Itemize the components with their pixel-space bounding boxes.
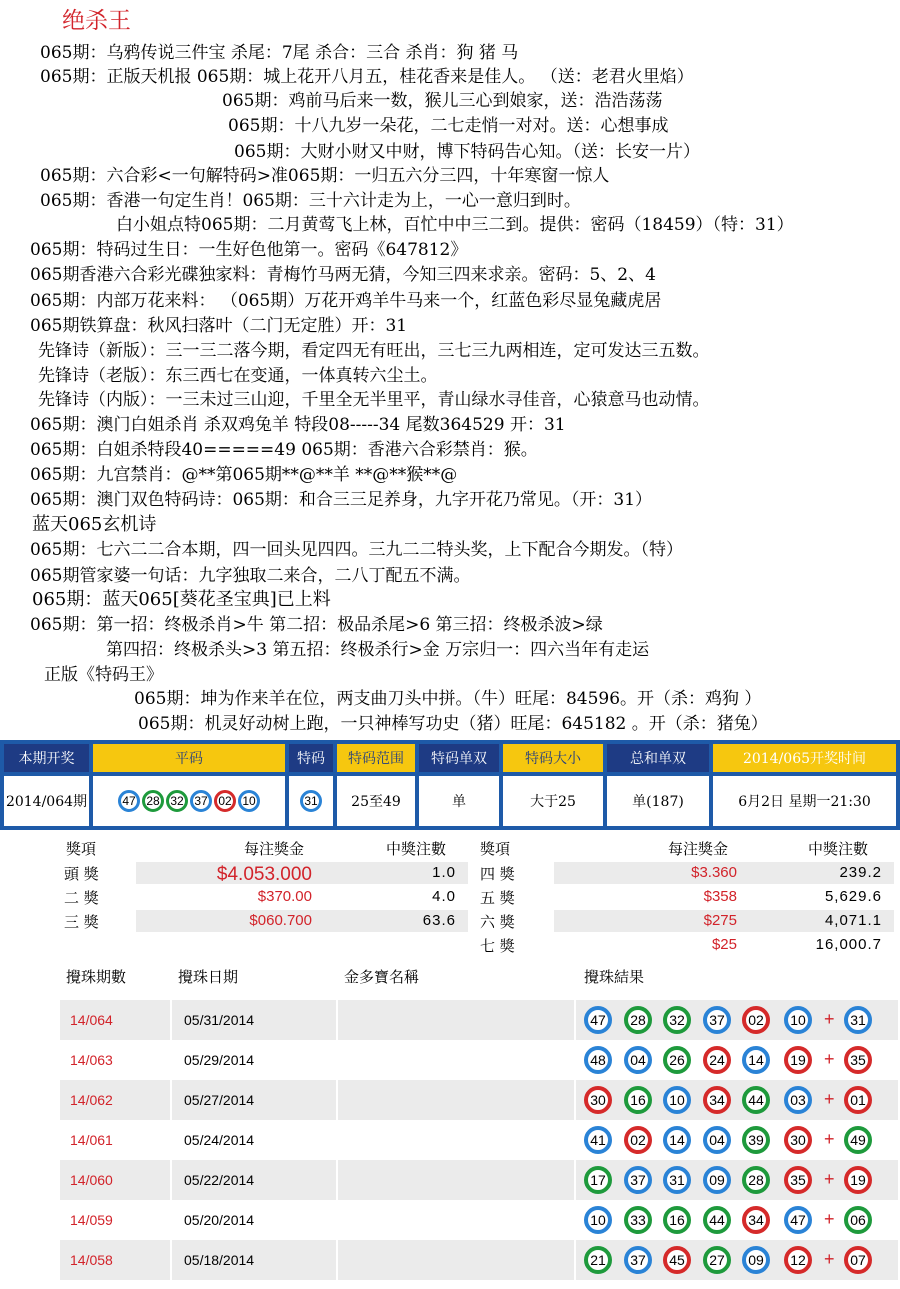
result-ball: 09 (742, 1246, 770, 1274)
column-divider (170, 1000, 172, 1040)
history-date: 05/22/2014 (184, 1172, 255, 1188)
prize-header-name: 獎項 (480, 840, 511, 858)
history-row (60, 1160, 898, 1200)
plus-sign: + (824, 1209, 835, 1229)
prize-count: 4.0 (432, 888, 456, 905)
history-row (60, 1240, 898, 1280)
plus-sign: + (824, 1009, 835, 1029)
history-period: 14/063 (70, 1052, 113, 1068)
prize-header-count: 中獎注數 (386, 840, 447, 858)
result-ball: 45 (663, 1246, 691, 1274)
result-ball: 31 (663, 1166, 691, 1194)
text-line: 065期：香港一句定生肖！065期：三十六计走为上，一心一意归到时。 (40, 191, 581, 211)
special-size: 大于25 (503, 776, 603, 826)
column-divider (170, 1160, 172, 1200)
text-line: 白小姐点特065期：二月黄莺飞上林，百忙中中三二到。提供：密码（18459）（特：31） (116, 215, 794, 235)
header-sum-odd-even: 总和单双 (607, 744, 709, 772)
column-divider (336, 1240, 338, 1280)
prize-count: 5,629.6 (824, 888, 882, 905)
result-ball: 14 (742, 1046, 770, 1074)
column-divider (336, 1120, 338, 1160)
result-ball: 34 (742, 1206, 770, 1234)
text-line: 先锋诗（内版）：一三未过三山迎，千里全无半里平，青山绿水寻佳音，心猿意马也动情。 (38, 390, 710, 410)
special-number (289, 776, 333, 826)
prize-name: 四 獎 (480, 865, 515, 883)
history-period: 14/062 (70, 1092, 113, 1108)
text-line: 065期：正版天机报 065期：城上花开八月五，桂花香来是佳人。 （送：老君火里焰） (40, 67, 694, 87)
prize-header-count: 中獎注數 (808, 840, 869, 858)
result-ball: 32 (663, 1006, 691, 1034)
text-line: 065期：鸡前马后来一数，猴儿三心到娘家，送：浩浩荡荡 (222, 91, 663, 111)
text-line: 065期管家婆一句话：九字独取二来合，二八丁配五不满。 (30, 566, 471, 586)
result-ball: 34 (703, 1086, 731, 1114)
result-ball: 41 (584, 1126, 612, 1154)
text-line: 蓝天065玄机诗 (32, 514, 157, 535)
column-divider (336, 1160, 338, 1200)
header-regular-numbers: 平码 (93, 744, 285, 772)
prize-header-name: 獎項 (66, 840, 97, 858)
prize-amount: $25 (711, 936, 737, 953)
result-ball: 28 (624, 1006, 652, 1034)
prize-header-amount: 每注獎金 (244, 840, 305, 858)
column-divider (574, 1040, 576, 1080)
column-divider (336, 1080, 338, 1120)
prize-name: 六 獎 (480, 913, 515, 931)
text-line: 先锋诗（老版）：东三西七在变通，一体真转六尘土。 (38, 366, 438, 386)
result-ball: 30 (584, 1086, 612, 1114)
text-line: 065期：机灵好动树上跑，一只神棒写功史（猪）旺尾：645182 。开（杀：猪兔） (138, 714, 768, 734)
history-period: 14/064 (70, 1012, 113, 1028)
next-draw-time: 6月2日 星期一21:30 (713, 776, 896, 826)
prize-amount: $060.700 (249, 912, 312, 929)
result-ball: 21 (584, 1246, 612, 1274)
special-result-ball: 06 (844, 1206, 872, 1234)
prize-name: 七 獎 (480, 937, 515, 955)
column-divider (574, 1120, 576, 1160)
column-divider (336, 1200, 338, 1240)
result-ball: 27 (703, 1246, 731, 1274)
special-result-ball: 19 (844, 1166, 872, 1194)
text-line: 065期：第一招：终极杀肖>牛 第二招：极品杀尾>6 第三招：终极杀波>绿 (30, 615, 603, 635)
history-header-date: 攪珠日期 (178, 968, 239, 986)
draw-period: 2014/064期 (4, 776, 89, 826)
prize-count: 16,000.7 (815, 936, 882, 953)
result-ball: 37 (624, 1246, 652, 1274)
number-ball: 02 (214, 790, 236, 812)
history-period: 14/059 (70, 1212, 113, 1228)
prize-amount: $3.360 (691, 864, 737, 881)
result-ball: 14 (663, 1126, 691, 1154)
column-divider (170, 1240, 172, 1280)
column-divider (170, 1120, 172, 1160)
prize-name: 五 獎 (480, 889, 515, 907)
result-ball: 16 (663, 1206, 691, 1234)
text-line: 065期：澳门双色特码诗：065期：和合三三足养身，九字开花乃常见。（开：31） (30, 490, 653, 510)
prize-name: 二 獎 (64, 889, 99, 907)
column-divider (170, 1040, 172, 1080)
prize-amount: $275 (703, 912, 737, 929)
result-ball: 04 (703, 1126, 731, 1154)
result-ball: 12 (784, 1246, 812, 1274)
text-line: 065期：白姐杀特段40=====49 065期：香港六合彩禁肖：猴。 (30, 440, 538, 460)
history-date: 05/29/2014 (184, 1052, 255, 1068)
history-header-result: 攪珠結果 (584, 968, 645, 986)
result-ball: 10 (784, 1006, 812, 1034)
prize-amount: $4.053.000 (216, 864, 312, 885)
special-result-ball: 07 (844, 1246, 872, 1274)
text-line: 065期：蓝天065[葵花圣宝典]已上料 (32, 589, 331, 610)
history-date: 05/18/2014 (184, 1252, 255, 1268)
result-ball: 17 (584, 1166, 612, 1194)
text-line: 065期：十八九岁一朵花，二七走悄一对对。送：心想事成 (228, 116, 669, 136)
result-ball: 10 (663, 1086, 691, 1114)
regular-numbers (93, 776, 285, 826)
column-divider (574, 1240, 576, 1280)
column-divider (336, 1040, 338, 1080)
sum-odd-even: 单(187) (607, 776, 709, 826)
history-period: 14/061 (70, 1132, 113, 1148)
result-ball: 47 (584, 1006, 612, 1034)
text-line: 065期：六合彩<一句解特码>准065期：一归五六分三四，十年寒窗一惊人 (40, 166, 610, 186)
result-ball: 26 (663, 1046, 691, 1074)
text-line: 065期：特码过生日：一生好色他第一。密码《647812》 (30, 240, 468, 260)
result-ball: 19 (784, 1046, 812, 1074)
history-date: 05/31/2014 (184, 1012, 255, 1028)
column-divider (574, 1080, 576, 1120)
history-date: 05/20/2014 (184, 1212, 255, 1228)
text-line: 065期：大财小财又中财，博下特码告心知。（送：长安一片） (234, 142, 700, 162)
special-result-ball: 31 (844, 1006, 872, 1034)
header-special-odd-even: 特码单双 (419, 744, 499, 772)
column-divider (574, 1160, 576, 1200)
number-ball: 32 (166, 790, 188, 812)
number-ball: 10 (238, 790, 260, 812)
history-row (60, 1080, 898, 1120)
prize-amount: $358 (703, 888, 737, 905)
text-line: 先锋诗（新版）：三一三二落今期，看定四无有旺出，三七三九两相连，定可发达三五数。 (38, 341, 710, 361)
plus-sign: + (824, 1049, 835, 1069)
history-period: 14/060 (70, 1172, 113, 1188)
prize-amount: $370.00 (257, 888, 312, 905)
text-line: 第四招：终极杀头>3 第五招：终极杀行>金 万宗归一：四六当年有走运 (106, 640, 650, 660)
history-date: 05/24/2014 (184, 1132, 255, 1148)
special-range: 25至49 (337, 776, 415, 826)
number-ball: 37 (190, 790, 212, 812)
special-odd-even: 单 (419, 776, 499, 826)
result-ball: 28 (742, 1166, 770, 1194)
history-row (60, 1040, 898, 1080)
special-ball: 31 (300, 790, 322, 812)
history-header-period: 攪珠期數 (66, 968, 127, 986)
draw-result-table (0, 740, 900, 830)
text-line: 065期：澳门白姐杀肖 杀双鸡兔羊 特段08-----34 尾数364529 开：31 (30, 415, 566, 435)
prize-count: 63.6 (422, 912, 456, 929)
special-result-ball: 35 (844, 1046, 872, 1074)
special-result-ball: 01 (844, 1086, 872, 1114)
plus-sign: + (824, 1129, 835, 1149)
text-line: 065期铁算盘：秋风扫落叶（二门无定胜）开：31 (30, 316, 408, 336)
plus-sign: + (824, 1169, 835, 1189)
result-ball: 37 (703, 1006, 731, 1034)
number-ball: 47 (118, 790, 140, 812)
plus-sign: + (824, 1249, 835, 1269)
column-divider (574, 1000, 576, 1040)
result-ball: 44 (703, 1206, 731, 1234)
text-line: 065期：七六二二合本期，四一回头见四四。三九二二特头奖，上下配合今期发。（特） (30, 540, 683, 560)
history-date: 05/27/2014 (184, 1092, 255, 1108)
result-ball: 35 (784, 1166, 812, 1194)
history-row (60, 1120, 898, 1160)
special-result-ball: 49 (844, 1126, 872, 1154)
prize-header-amount: 每注獎金 (668, 840, 729, 858)
result-ball: 39 (742, 1126, 770, 1154)
column-divider (574, 1200, 576, 1240)
result-ball: 33 (624, 1206, 652, 1234)
result-ball: 48 (584, 1046, 612, 1074)
column-divider (170, 1080, 172, 1120)
result-ball: 10 (584, 1206, 612, 1234)
text-line: 065期香港六合彩光碟独家料：青梅竹马两无猜，今知三四来求亲。密码：5、2、4 (30, 265, 656, 285)
text-line: 正版《特码王》 (44, 665, 163, 685)
history-period: 14/058 (70, 1252, 113, 1268)
plus-sign: + (824, 1089, 835, 1109)
column-divider (170, 1200, 172, 1240)
prize-count: 239.2 (839, 864, 882, 881)
header-special-range: 特码范围 (337, 744, 415, 772)
result-ball: 30 (784, 1126, 812, 1154)
prize-name: 三 獎 (64, 913, 99, 931)
result-ball: 04 (624, 1046, 652, 1074)
result-ball: 09 (703, 1166, 731, 1194)
prize-count: 1.0 (432, 864, 456, 881)
number-ball: 28 (142, 790, 164, 812)
history-row (60, 1000, 898, 1040)
text-line: 065期：九宫禁肖：@**第065期**@**羊 **@**猴**@ (30, 465, 458, 485)
header-next-draw-time: 2014/065开奖时间 (713, 744, 896, 772)
result-ball: 47 (784, 1206, 812, 1234)
result-ball: 44 (742, 1086, 770, 1114)
page-title: 绝杀王 (62, 8, 131, 34)
result-ball: 02 (742, 1006, 770, 1034)
history-row (60, 1200, 898, 1240)
text-line: 065期：内部万花来料： （065期）万花开鸡羊牛马来一个，红蓝色彩尽显兔藏虎居 (30, 291, 662, 311)
result-ball: 16 (624, 1086, 652, 1114)
column-divider (336, 1000, 338, 1040)
result-ball: 03 (784, 1086, 812, 1114)
text-line: 065期：乌鸦传说三件宝 杀尾：7尾 杀合：三合 杀肖：狗 猪 马 (40, 43, 519, 63)
header-special-number: 特码 (289, 744, 333, 772)
header-current-draw: 本期开奖 (4, 744, 89, 772)
text-line: 065期：坤为作来羊在位，两支曲刀头中拼。（牛）旺尾：84596。开（杀：鸡狗 ） (134, 689, 762, 709)
result-ball: 37 (624, 1166, 652, 1194)
result-ball: 24 (703, 1046, 731, 1074)
history-header-name: 金多寶名稱 (344, 968, 420, 986)
header-special-size: 特码大小 (503, 744, 603, 772)
result-ball: 02 (624, 1126, 652, 1154)
prize-name: 頭 獎 (64, 865, 99, 883)
prize-count: 4,071.1 (824, 912, 882, 929)
